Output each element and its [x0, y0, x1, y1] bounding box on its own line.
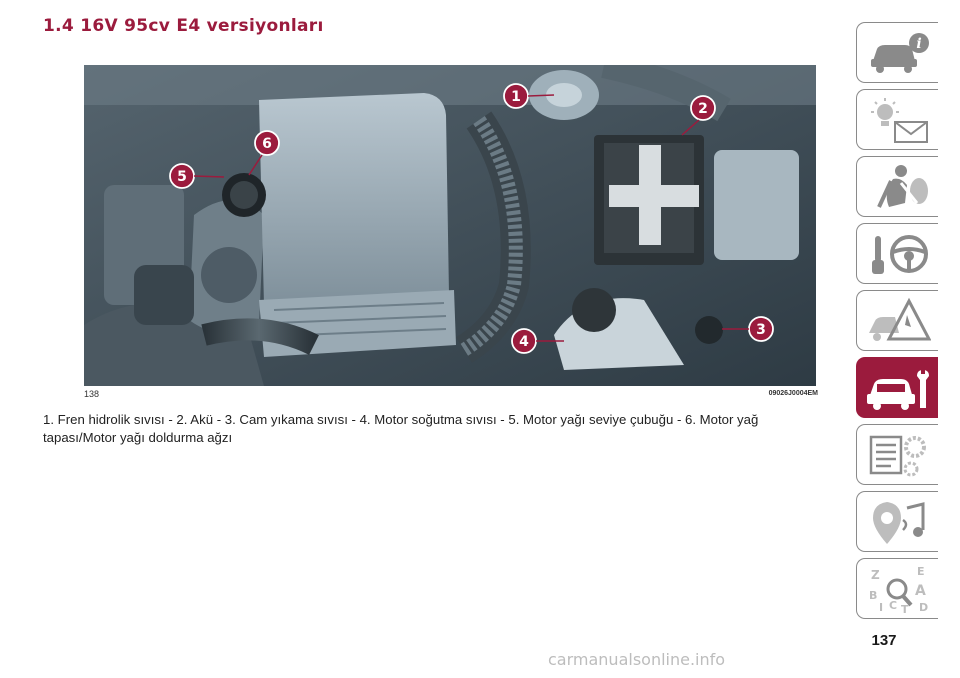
- section-title: 1.4 16V 95cv E4 versiyonları: [43, 16, 324, 36]
- chapter-tab-multimedia[interactable]: [856, 491, 938, 552]
- engine-bay-figure: [84, 65, 816, 386]
- chapter-tab-index[interactable]: [856, 558, 938, 619]
- svg-text:Z: Z: [871, 568, 880, 582]
- chapter-tab-warning-lights[interactable]: [856, 89, 938, 150]
- car-info-icon: [865, 29, 931, 77]
- svg-text:I: I: [879, 601, 884, 613]
- callout-label-6: 6: [262, 136, 272, 152]
- engine-bay-illustration: [84, 65, 816, 386]
- svg-text:i: i: [916, 36, 922, 52]
- svg-text:B: B: [869, 589, 878, 602]
- chapter-tab-maintenance[interactable]: [856, 357, 938, 418]
- key-steering-wheel-icon: [865, 230, 931, 278]
- technical-data-gear-icon: [865, 431, 931, 479]
- chapter-tab-car-info[interactable]: [856, 22, 938, 83]
- callout-label-2: 2: [698, 101, 708, 117]
- car-maintenance-wrench-icon: [865, 364, 931, 412]
- multimedia-icon: [865, 498, 931, 546]
- warning-light-message-icon: [865, 96, 931, 144]
- chapter-tab-technical-data[interactable]: [856, 424, 938, 485]
- callout-label-3: 3: [756, 322, 766, 338]
- callout-label-5: 5: [177, 169, 187, 185]
- svg-text:A: A: [915, 583, 926, 599]
- figure-code: 09026J0004EM: [768, 390, 818, 397]
- page-number: 137: [871, 632, 897, 649]
- chapter-tab-starting-driving[interactable]: [856, 223, 938, 284]
- svg-text:E: E: [917, 565, 925, 578]
- figure-caption: 1. Fren hidrolik sıvısı - 2. Akü - 3. Cam yıkama sıvısı - 4. Motor soğutma sıvısı - 5. Motor yağı seviye çubuğu - 6. Motor yağ tapası/Motor yağı doldurma ağzı: [43, 412, 759, 445]
- figure-page-reference: 138: [84, 389, 100, 399]
- chapter-tab-emergency[interactable]: [856, 290, 938, 351]
- callout-label-1: 1: [511, 89, 521, 105]
- svg-text:C: C: [889, 599, 898, 612]
- svg-text:T: T: [901, 603, 909, 613]
- airbag-seatbelt-icon: [865, 163, 931, 211]
- chapter-tab-safety[interactable]: [856, 156, 938, 217]
- svg-text:D: D: [919, 601, 929, 613]
- callout-label-4: 4: [519, 334, 529, 350]
- hazard-emergency-icon: [865, 297, 931, 345]
- alphabetical-index-icon: [865, 565, 931, 613]
- watermark: carmanualsonline.info: [548, 650, 726, 669]
